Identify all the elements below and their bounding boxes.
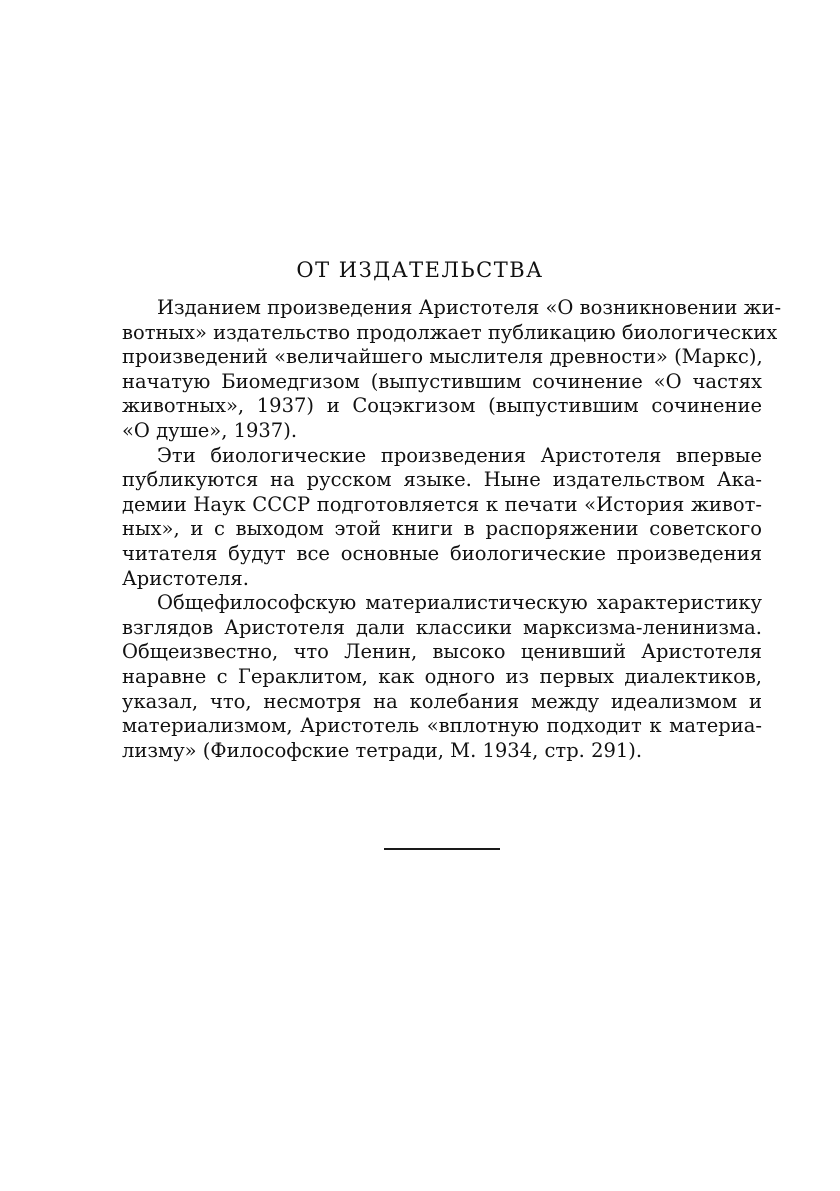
paragraph-3-line-1: Общефилософскую материалистическую характеристику [157, 591, 762, 615]
paragraph-2-line-3: демии Наук СССР подготовляется к печати «История живот- [122, 492, 762, 516]
paragraph-2-line-1: Эти биологические произведения Аристотеля впервые [157, 443, 762, 467]
paragraph-3-line-4: наравне с Гераклитом, как одного из первых диалектиков, [122, 664, 762, 688]
paragraph-2-line-2: публикуются на русском языке. Ныне издательством Ака- [122, 468, 762, 492]
paragraph-1-line-2: вотных» издательство продолжает публикацию биологических [122, 320, 778, 344]
paragraph-1-line-3: произведений «величайшего мыслителя древности» (Маркс), [122, 345, 763, 369]
paragraph-2-line-5: читателя будут все основные биологические произведения [122, 541, 762, 565]
paragraph-3-line-5: указал, что, несмотря на колебания между идеализмом и [122, 689, 762, 713]
paragraph-3-line-6: материализмом, Аристотель «вплотную подходит к материа- [122, 714, 762, 738]
paragraph-1-line-6: «О душе», 1937). [122, 418, 298, 442]
paragraph-2-line-6: Аристотеля. [122, 566, 249, 590]
paragraph-1-line-4: начатую Биомедгизом (выпустившим сочинение «О частях [122, 369, 762, 393]
paragraph-1-line-5: животных», 1937) и Соцэкгизом (выпустившим сочинение [122, 394, 762, 418]
paragraph-1-line-1: Изданием произведения Аристотеля «О возникновении жи- [157, 296, 782, 319]
paragraph-2-line-4: ных», и с выходом этой книги в распоряжении советского [122, 517, 762, 541]
body-text [122, 296, 782, 763]
paragraph-3-line-2: взглядов Аристотеля дали классики марксизма-ленинизма. [122, 615, 762, 639]
section-divider [384, 848, 500, 850]
page-title: ОТ ИЗДАТЕЛЬСТВА [296, 258, 544, 282]
paragraph-3-line-3: Общеизвестно, что Ленин, высоко ценивший Аристотеля [122, 640, 762, 664]
paragraph-3-line-7: лизму» (Философские тетради, М. 1934, стр. 291). [122, 738, 643, 762]
